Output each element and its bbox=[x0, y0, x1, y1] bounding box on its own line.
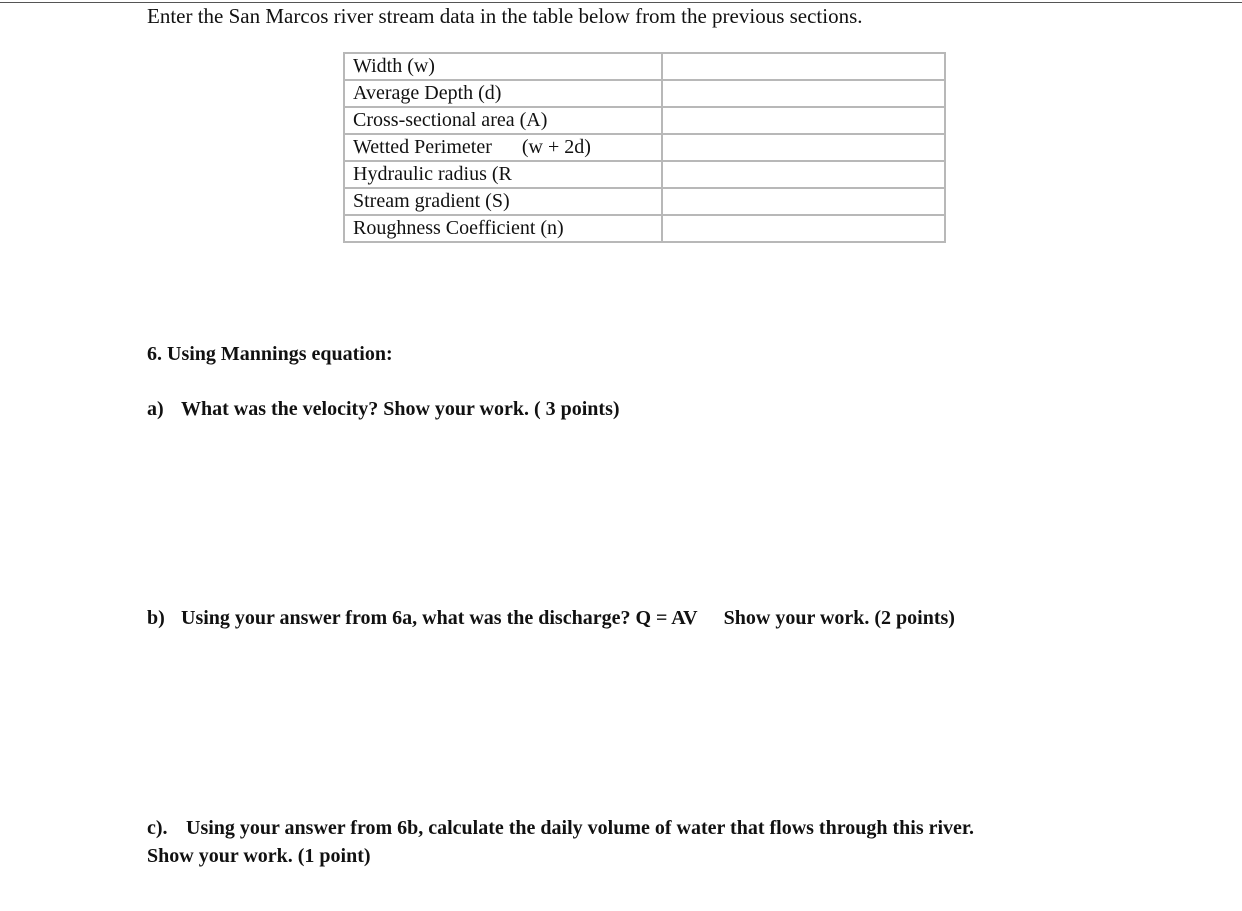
table-row bbox=[344, 188, 945, 215]
question-6b-work: Show your work. (2 points) bbox=[723, 607, 955, 629]
cross-sectional-area-value-cell[interactable] bbox=[662, 107, 945, 134]
table-row bbox=[344, 134, 945, 161]
instructions-text: Enter the San Marcos river stream data in the table below from the previous sections. bbox=[147, 4, 863, 28]
question-6-heading: 6. Using Mannings equation: bbox=[147, 343, 393, 365]
question-6c-text: Using your answer from 6b, calculate the daily volume of water that flows through this river. bbox=[186, 817, 974, 839]
question-6b bbox=[147, 605, 955, 631]
width-value-cell[interactable] bbox=[662, 53, 945, 80]
question-6a bbox=[147, 396, 620, 422]
row-label-width: Width (w) bbox=[344, 53, 662, 80]
hydraulic-radius-value-cell[interactable] bbox=[662, 161, 945, 188]
stream-data-table bbox=[343, 52, 946, 243]
question-6b-letter: b) bbox=[147, 607, 165, 629]
row-label-cross-sectional-area: Cross-sectional area (A) bbox=[344, 107, 662, 134]
table-row bbox=[344, 107, 945, 134]
table-row bbox=[344, 161, 945, 188]
table-row bbox=[344, 215, 945, 242]
question-6c bbox=[147, 815, 974, 841]
stream-gradient-value-cell[interactable] bbox=[662, 188, 945, 215]
table-row bbox=[344, 53, 945, 80]
question-6a-text: What was the velocity? Show your work. ( 3 points) bbox=[181, 398, 620, 420]
wetted-perimeter-value-cell[interactable] bbox=[662, 134, 945, 161]
average-depth-value-cell[interactable] bbox=[662, 80, 945, 107]
row-label-average-depth: Average Depth (d) bbox=[344, 80, 662, 107]
table-row bbox=[344, 80, 945, 107]
roughness-coefficient-value-cell[interactable] bbox=[662, 215, 945, 242]
question-6c-letter: c). bbox=[147, 817, 168, 839]
question-6b-text: Using your answer from 6a, what was the discharge? Q = AV bbox=[181, 607, 698, 629]
wetted-perimeter-formula: (w + 2d) bbox=[521, 136, 591, 158]
row-label-roughness-coefficient: Roughness Coefficient (n) bbox=[344, 215, 662, 242]
question-6c-line2: Show your work. (1 point) bbox=[147, 845, 371, 867]
wetted-perimeter-label: Wetted Perimeter bbox=[353, 136, 492, 158]
row-label-hydraulic-radius: Hydraulic radius (R bbox=[344, 161, 662, 188]
row-label-stream-gradient: Stream gradient (S) bbox=[344, 188, 662, 215]
question-6a-letter: a) bbox=[147, 398, 164, 420]
row-label-wetted-perimeter bbox=[344, 134, 662, 161]
